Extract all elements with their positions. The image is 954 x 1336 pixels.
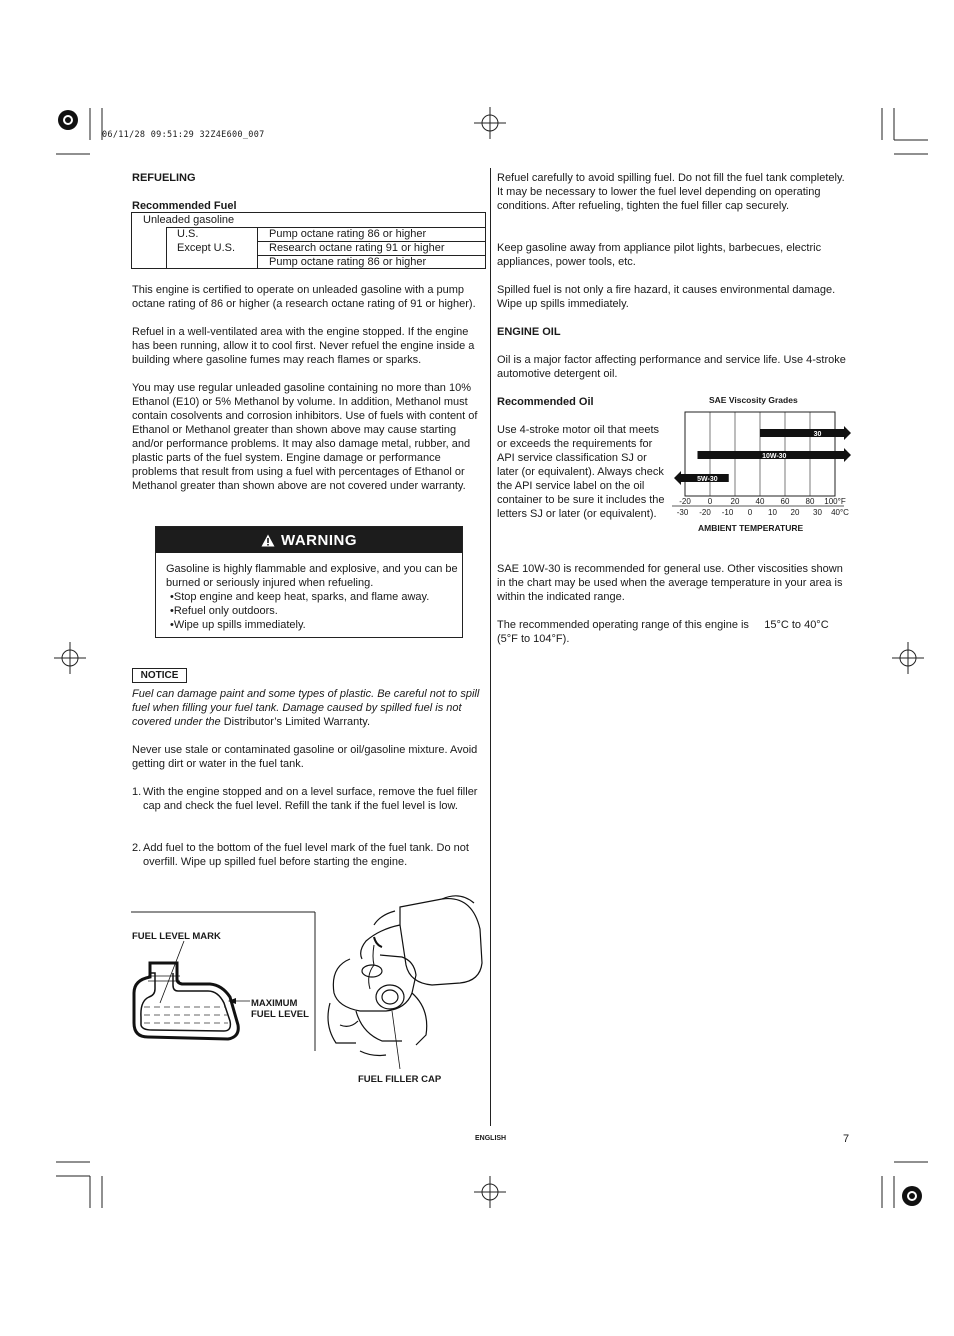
- label-maximum-fuel-level: MAXIMUM FUEL LEVEL: [251, 998, 309, 1020]
- fuel-tank-illustration: [130, 885, 490, 1090]
- paragraph-spilled-fuel: Spilled fuel is not only a fire hazard, it causes environmental damage. Wipe up spills immediately.: [497, 284, 836, 310]
- page-number: 7: [843, 1133, 850, 1145]
- registration-target-icon: [58, 110, 78, 130]
- label-fuel-level-mark: FUEL LEVEL MARK: [132, 931, 221, 942]
- tick-label-c: -10: [721, 508, 734, 517]
- warning-bullet: •Wipe up spills immediately.: [170, 619, 306, 631]
- tick-label-c: -30: [676, 508, 689, 517]
- warning-triangle-icon: [261, 534, 275, 547]
- paragraph-stale-fuel: Never use stale or contaminated gasoline or oil/gasoline mixture. Avoid getting dirt or water in the fuel tank.: [132, 744, 478, 770]
- warning-title: WARNING: [281, 531, 357, 549]
- table-cell-spec: Pump octane rating 86 or higher: [269, 228, 427, 240]
- crosshair-icon: [474, 1176, 506, 1208]
- notice-badge: NOTICE: [132, 668, 187, 683]
- table-cell-spec: Research octane rating 91 or higher: [269, 242, 445, 254]
- subsection-title-recommended-oil: Recommended Oil: [497, 396, 594, 408]
- viscosity-bar-30: [760, 426, 851, 440]
- chart-title: SAE Viscosity Grades: [709, 395, 798, 405]
- tick-label-f: 100°F: [824, 497, 846, 506]
- paragraph-oil-factor: Oil is a major factor affecting performance and service life. Use 4-stroke automotive detergent oil.: [497, 354, 846, 380]
- bar-label: 10W-30: [762, 452, 787, 460]
- warning-box: [155, 526, 463, 638]
- tick-label-c: 10: [768, 508, 777, 517]
- paragraph-ventilation: Refuel in a well-ventilated area with the engine stopped. If the engine has been running, allow it to cool first. Never refuel the engine inside a building where gasoline fumes may reach flames or sparks.: [132, 326, 475, 366]
- tick-label-f: 0: [707, 497, 713, 506]
- table-cell-region: Except U.S.: [177, 242, 236, 254]
- print-stamp: 06/11/28 09:51:29 32Z4E600_007: [102, 130, 265, 140]
- crop-mark-top-right: [882, 108, 928, 154]
- paragraph-octane: This engine is certified to operate on unleaded gasoline with a pump octane rating of 86 or higher (a research octane rating of 91 or higher).: [132, 284, 476, 310]
- paragraph-operating-range: The recommended operating range of this engine is 15°C to 40°C (5°F to 104°F).: [497, 619, 829, 645]
- tick-label-f: 80: [805, 497, 815, 506]
- label-fuel-filler-cap: FUEL FILLER CAP: [358, 1074, 442, 1085]
- chart-x-axis-label: AMBIENT TEMPERATURE: [698, 523, 804, 533]
- fuel-spec-table: [131, 212, 486, 269]
- tick-label-c: -20: [699, 508, 711, 517]
- step-item: 2. Add fuel to the bottom of the fuel level mark of the fuel tank. Do not overfill. Wipe up spilled fuel before starting the engine.: [132, 842, 469, 868]
- paragraph-oil-spec: Use 4-stroke motor oil that meets or exceeds the requirements for API service classification SJ or later (or equivalent). Always check the API service label on the oil container to be sure it includes the letters SJ or later (or equivalent).: [497, 424, 665, 520]
- viscosity-bar-5w-30: [674, 471, 729, 485]
- bar-label: 5W-30: [697, 475, 718, 483]
- tick-label-c: 40°C: [831, 508, 849, 517]
- registration-target-icon: [902, 1186, 922, 1206]
- table-cell-region: U.S.: [177, 228, 199, 240]
- warning-intro: Gasoline is highly flammable and explosive, and you can be burned or seriously injured when refueling.: [166, 563, 458, 589]
- step-item: 1. With the engine stopped and on a level surface, remove the fuel filler cap and check the fuel level. Refill the tank if the fuel level is low.: [132, 786, 478, 812]
- table-header: Unleaded gasoline: [143, 214, 235, 226]
- warning-bullet: •Stop engine and keep heat, sparks, and flame away.: [170, 591, 430, 603]
- tick-label-c: 0: [747, 508, 753, 517]
- footer-language: ENGLISH: [475, 1135, 507, 1142]
- column-divider: [490, 168, 491, 1126]
- tick-label-f: 40: [755, 497, 765, 506]
- bar-label: 30: [813, 430, 822, 438]
- crosshair-icon: [54, 642, 86, 674]
- crop-mark-bottom-left: [56, 1162, 102, 1208]
- table-cell-spec: Pump octane rating 86 or higher: [269, 256, 427, 268]
- warning-header: [156, 527, 462, 553]
- tick-label-c: 30: [813, 508, 822, 517]
- paragraph-keep-away: Keep gasoline away from appliance pilot lights, barbecues, electric appliances, power tools, etc.: [497, 242, 822, 268]
- crosshair-icon: [474, 107, 506, 139]
- notice-text: Fuel can damage paint and some types of plastic. Be careful not to spill fuel when filling your fuel tank. Damage caused by spilled fuel is not covered under the Distributor’s Limited Warranty.: [132, 688, 480, 728]
- viscosity-chart: [668, 406, 854, 518]
- paragraph-refuel-carefully: Refuel carefully to avoid spilling fuel. Do not fill the fuel tank completely. It may be necessary to lower the fuel level depending on operating conditions. After refueling, tighten the fuel filler cap securely.: [497, 172, 845, 212]
- section-title-refueling: REFUELING: [132, 172, 196, 184]
- tick-label-f: 20: [730, 497, 740, 506]
- paragraph-viscosity: SAE 10W-30 is recommended for general use. Other viscosities shown in the chart may be used when the average temperature in your area is within the indicated range.: [497, 563, 843, 603]
- tick-label-f: 60: [780, 497, 790, 506]
- tick-label-c: 20: [790, 508, 800, 517]
- viscosity-bar-10w-30: [698, 448, 852, 462]
- warning-bullet: •Refuel only outdoors.: [170, 605, 278, 617]
- paragraph-ethanol: You may use regular unleaded gasoline containing no more than 10% Ethanol (E10) or 5% Methanol by volume. In addition, Methanol must contain cosolvents and corrosion inhibitors. Use of fuels with content of Ethanol or Methanol greater than shown above may cause starting and/or performance problems. It may also damage metal, rubber, and plastic parts of the fuel system. Engine damage or performance problems that result from using a fuel with percentages of Ethanol or Methanol greater than shown above are not covered under warranty.: [132, 382, 478, 492]
- tick-label-f: -20: [679, 497, 691, 506]
- subsection-title-recommended-fuel: Recommended Fuel: [132, 200, 237, 212]
- section-title-engine-oil: ENGINE OIL: [497, 326, 561, 338]
- crosshair-icon: [892, 642, 924, 674]
